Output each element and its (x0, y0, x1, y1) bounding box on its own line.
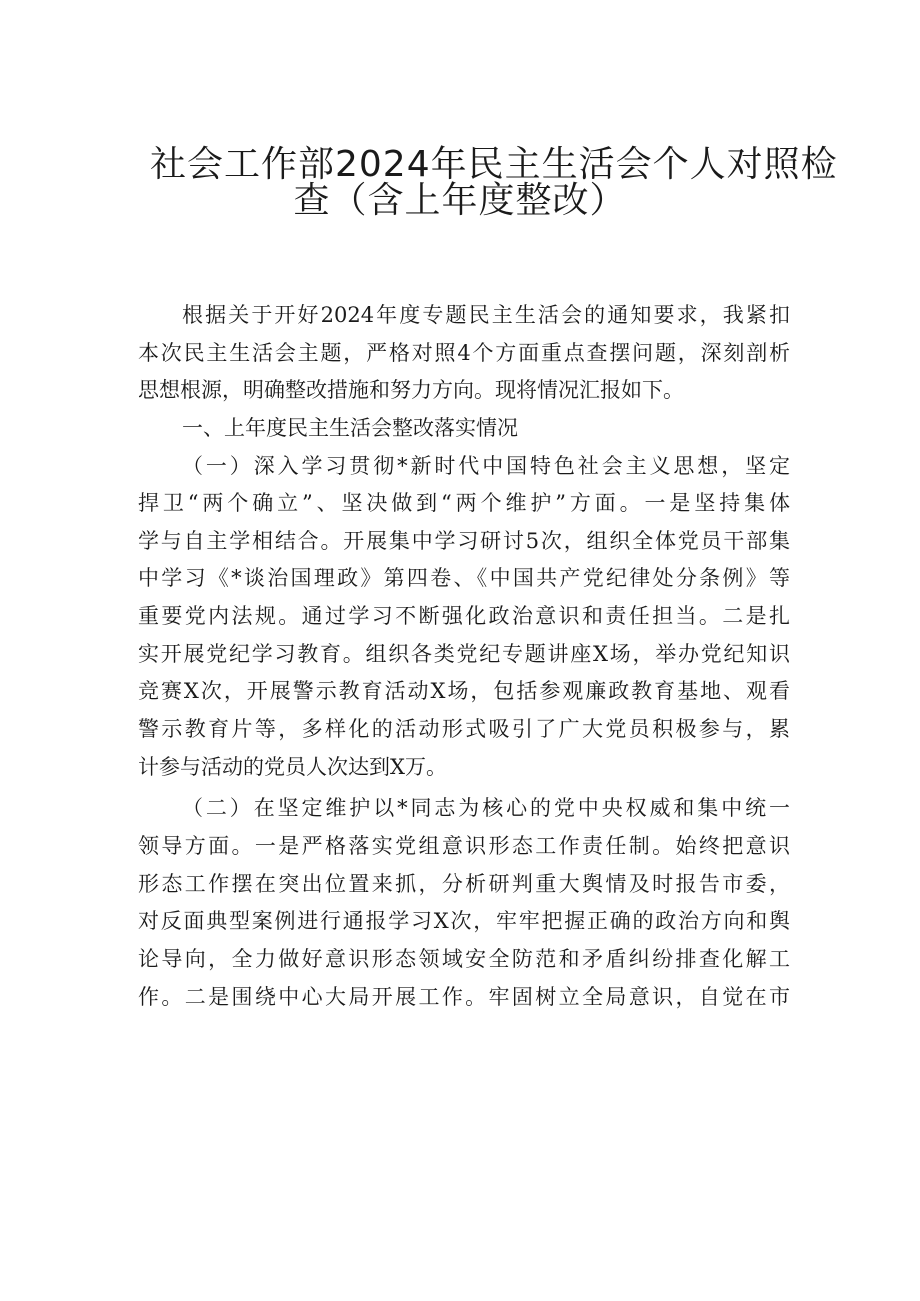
paragraph-line: 中学习《*谈治国理政》第四卷、《中国共产党纪律处分条例》等 (138, 566, 790, 591)
paragraph-line: （二）在坚定维护以*同志为核心的党中央权威和集中统一 (182, 796, 790, 821)
intro-line: 思想根源，明确整改措施和努力方向。现将情况汇报如下。 (138, 378, 684, 403)
intro-line: 根据关于开好2024年度专题民主生活会的通知要求，我紧扣 (182, 303, 790, 327)
paragraph-line: 警示教育片等，多样化的活动形式吸引了广大党员积极参与，累 (138, 717, 790, 742)
document-body (138, 297, 790, 1016)
document-title-line-1: 社会工作部2024年民主生活会个人对照检 (150, 144, 838, 185)
document-title-line-2: 查（含上年度整改） (293, 180, 627, 221)
paragraph-line: 竞赛X次，开展警示教育活动X场，包括参观廉政教育基地、观看 (138, 679, 790, 704)
section-heading: 一、上年度民主生活会整改落实情况 (182, 415, 518, 440)
paragraph-line: 实开展党纪学习教育。组织各类党纪专题讲座X场，举办党纪知识 (138, 641, 790, 666)
paragraph-line: 领导方面。一是严格落实党组意识形态工作责任制。始终把意识 (138, 833, 790, 858)
paragraph-line: 作。二是围绕中心大局开展工作。牢固树立全局意识，自觉在市 (138, 984, 790, 1009)
paragraph-line: 学与自主学相结合。开展集中学习研讨5次，组织全体党员干部集 (138, 528, 790, 553)
paragraph-line: 对反面典型案例进行通报学习X次，牢牢把握正确的政治方向和舆 (138, 909, 790, 934)
paragraph-line: 重要党内法规。通过学习不断强化政治意识和责任担当。二是扎 (138, 604, 790, 629)
paragraph-line: 形态工作摆在突出位置来抓，分析研判重大舆情及时报告市委， (138, 871, 790, 896)
paragraph-line: 计参与活动的党员人次达到X万。 (138, 754, 447, 779)
paragraph-line: （一）深入学习贯彻*新时代中国特色社会主义思想，坚定 (182, 453, 790, 478)
paragraph-line: 论导向，全力做好意识形态领域安全防范和矛盾纠纷排查化解工 (138, 946, 790, 971)
paragraph-line: 捍卫“两个确立”、坚决做到“两个维护”方面。一是坚持集体 (138, 491, 790, 516)
intro-line: 本次民主生活会主题，严格对照4个方面重点查摆问题，深刻剖析 (138, 340, 790, 365)
